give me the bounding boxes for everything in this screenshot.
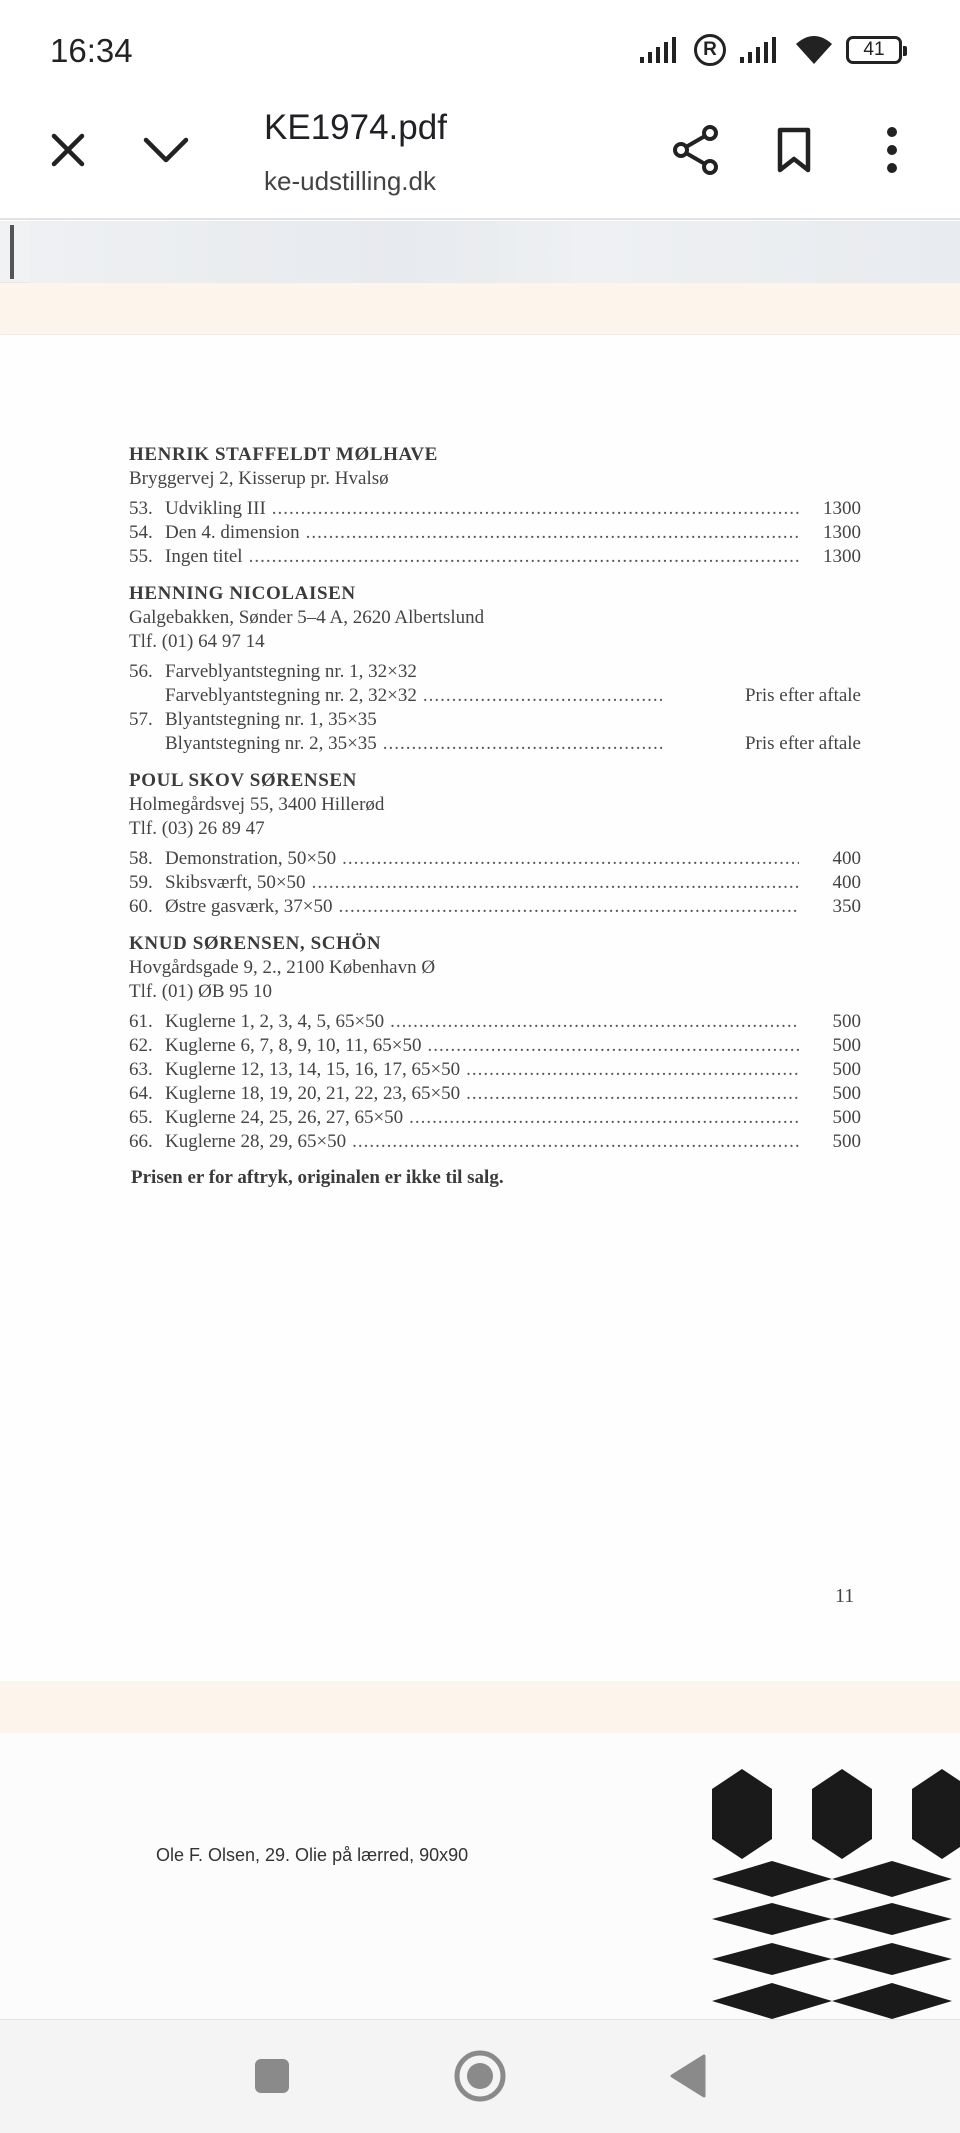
artist-entry <box>129 582 861 756</box>
item-number: 56. <box>129 661 153 682</box>
item-price: 1300 <box>823 498 861 519</box>
item-number: 53. <box>129 498 153 519</box>
catalog-item <box>129 1034 861 1058</box>
catalog-item <box>129 1130 861 1154</box>
status-time: 16:34 <box>50 32 133 69</box>
artwork-image <box>712 1769 960 2019</box>
artist-name: HENNING NICOLAISEN <box>129 583 356 604</box>
more-vert-icon <box>884 126 900 174</box>
catalog-item <box>129 895 861 919</box>
catalog-item <box>129 1010 861 1034</box>
item-title: Skibsværft, 50×50 <box>165 872 306 893</box>
item-number: 62. <box>129 1035 153 1056</box>
pdf-toolbar <box>0 100 960 220</box>
document-title: KE1974.pdf <box>264 108 447 147</box>
roaming-icon: R <box>694 34 726 66</box>
item-number: 66. <box>129 1131 153 1152</box>
item-leader <box>466 1058 799 1082</box>
item-leader <box>249 545 799 569</box>
item-number: 60. <box>129 896 153 917</box>
item-leader <box>338 895 799 919</box>
page-gap <box>0 1681 960 1733</box>
item-title: Kuglerne 24, 25, 26, 27, 65×50 <box>165 1107 404 1128</box>
page-gap <box>0 283 960 335</box>
system-navigation-bar <box>0 2019 960 2133</box>
catalog-item <box>129 708 861 732</box>
back-button[interactable] <box>656 2044 720 2108</box>
close-icon <box>48 130 88 170</box>
item-leader <box>427 1034 799 1058</box>
item-leader <box>390 1010 799 1034</box>
item-price: 1300 <box>823 522 861 543</box>
item-price: 500 <box>832 1131 861 1152</box>
item-price: 350 <box>832 896 861 917</box>
item-number: 55. <box>129 546 153 567</box>
status-bar <box>0 0 960 100</box>
catalog-item <box>129 660 861 684</box>
close-button[interactable] <box>36 118 100 182</box>
item-title: Demonstration, 50×50 <box>165 848 337 869</box>
back-triangle-icon <box>668 2054 708 2098</box>
item-price: 500 <box>832 1011 861 1032</box>
document-url: ke-udstilling.dk <box>264 166 436 196</box>
item-price: 500 <box>832 1059 861 1080</box>
artist-entry <box>129 932 861 1154</box>
catalog-item <box>129 1106 861 1130</box>
share-icon <box>672 124 720 176</box>
item-number: 63. <box>129 1059 153 1080</box>
catalog-item <box>129 847 861 871</box>
home-circle-icon <box>452 2048 508 2104</box>
artist-name: HENRIK STAFFELDT MØLHAVE <box>129 444 438 465</box>
previous-page-edge <box>0 221 960 283</box>
status-icons <box>638 30 902 70</box>
item-number: 54. <box>129 522 153 543</box>
collapse-button[interactable] <box>134 118 198 182</box>
item-price: 1300 <box>823 546 861 567</box>
item-leader <box>352 1130 799 1154</box>
item-number: 65. <box>129 1107 153 1128</box>
item-leader <box>342 847 799 871</box>
pdf-page <box>0 335 960 1681</box>
battery-icon <box>846 36 902 64</box>
item-leader <box>423 684 663 708</box>
item-title: Kuglerne 12, 13, 14, 15, 16, 17, 65×50 <box>165 1059 461 1080</box>
item-number: 57. <box>129 709 153 730</box>
bookmark-button[interactable] <box>762 118 826 182</box>
artist-phone: Tlf. (01) 64 97 14 <box>129 631 265 652</box>
catalog-item <box>129 521 861 545</box>
artist-name: KNUD SØRENSEN, SCHÖN <box>129 933 382 954</box>
item-leader <box>312 871 799 895</box>
catalog-item <box>129 871 861 895</box>
artist-name: POUL SKOV SØRENSEN <box>129 770 357 791</box>
item-price: 500 <box>832 1035 861 1056</box>
catalog-item <box>129 1058 861 1082</box>
next-pdf-page <box>0 1733 960 2019</box>
pdf-viewer[interactable] <box>0 221 960 2019</box>
item-title: Kuglerne 28, 29, 65×50 <box>165 1131 347 1152</box>
bookmark-icon <box>774 126 814 174</box>
chevron-down-icon <box>142 130 190 170</box>
square-icon <box>252 2056 292 2096</box>
recents-button[interactable] <box>240 2044 304 2108</box>
previous-page-mark <box>10 225 14 279</box>
more-options-button[interactable] <box>860 118 924 182</box>
wifi-icon <box>794 34 834 66</box>
item-title: Kuglerne 6, 7, 8, 9, 10, 11, 65×50 <box>165 1035 422 1056</box>
artist-phone: Tlf. (01) ØB 95 10 <box>129 981 273 1002</box>
item-title: Kuglerne 18, 19, 20, 21, 22, 23, 65×50 <box>165 1083 461 1104</box>
item-title: Blyantstegning nr. 1, 35×35 <box>165 709 377 730</box>
item-title: Ingen titel <box>165 546 243 567</box>
share-button[interactable] <box>664 118 728 182</box>
item-leader <box>383 732 665 756</box>
item-price: 400 <box>832 872 861 893</box>
item-number: 58. <box>129 848 153 869</box>
artist-entry <box>129 443 861 569</box>
item-leader <box>466 1082 799 1106</box>
item-title: Østre gasværk, 37×50 <box>165 896 333 917</box>
artist-address: Holmegårdsvej 55, 3400 Hillerød <box>129 794 385 815</box>
battery-level: 41 <box>863 39 885 60</box>
cellular-signal-2-icon <box>738 35 782 65</box>
artist-address: Galgebakken, Sønder 5–4 A, 2620 Albertslund <box>129 607 485 628</box>
artist-entry <box>129 769 861 919</box>
item-number: 61. <box>129 1011 153 1032</box>
artwork-caption: Ole F. Olsen, 29. Olie på lærred, 90x90 <box>156 1845 469 1865</box>
item-leader <box>409 1106 799 1130</box>
item-title: Blyantstegning nr. 2, 35×35 <box>165 733 377 754</box>
catalog-item <box>129 497 861 521</box>
price-note: Prisen er for aftryk, originalen er ikke til salg. <box>131 1167 504 1188</box>
catalog-item <box>129 545 861 569</box>
item-price: Pris efter aftale <box>744 685 861 706</box>
item-price: 400 <box>832 848 861 869</box>
item-title: Den 4. dimension <box>165 522 300 543</box>
catalog-item <box>129 1082 861 1106</box>
artist-phone: Tlf. (03) 26 89 47 <box>129 818 265 839</box>
artist-address: Bryggervej 2, Kisserup pr. Hvalsø <box>129 468 389 489</box>
item-leader <box>306 521 799 545</box>
cellular-signal-icon <box>638 35 682 65</box>
page-number: 11 <box>835 1585 855 1607</box>
item-number: 59. <box>129 872 153 893</box>
item-title: Farveblyantstegning nr. 2, 32×32 <box>165 685 417 706</box>
item-title: Farveblyantstegning nr. 1, 32×32 <box>165 661 417 682</box>
previous-page-content <box>30 221 960 283</box>
item-number: 64. <box>129 1083 153 1104</box>
item-price: 500 <box>832 1083 861 1104</box>
home-button[interactable] <box>448 2044 512 2108</box>
catalog-item <box>129 684 861 708</box>
artist-address: Hovgårdsgade 9, 2., 2100 København Ø <box>129 957 436 978</box>
item-price: Pris efter aftale <box>744 733 861 754</box>
item-title: Udvikling III <box>165 498 266 519</box>
item-leader <box>272 497 799 521</box>
item-price: 500 <box>832 1107 861 1128</box>
catalog-item <box>129 732 861 756</box>
item-title: Kuglerne 1, 2, 3, 4, 5, 65×50 <box>165 1011 385 1032</box>
